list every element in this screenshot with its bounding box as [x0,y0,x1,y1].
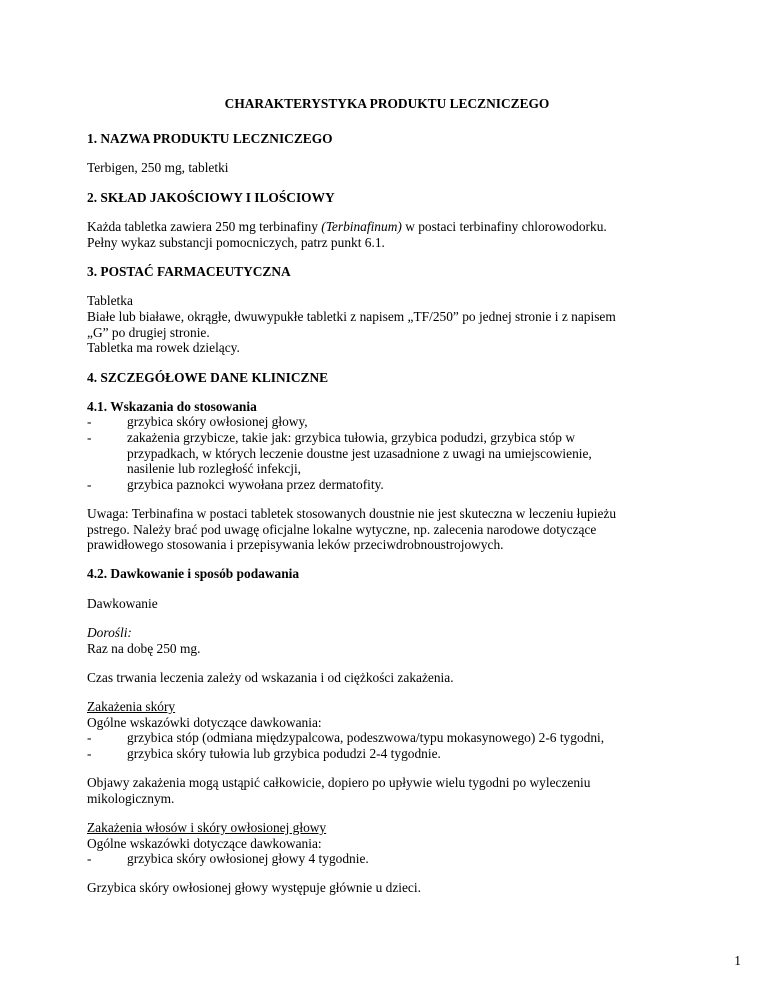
note-line-2: pstrego. Należy brać pod uwagę oficjalne lokalne wytyczne, np. zalecenia narodowe dotyczące [87,522,597,537]
indication-2c: nasilenie lub rozległość infekcji, [127,461,302,476]
composition-line-2: Pełny wykaz substancji pomocniczych, patrz punkt 6.1. [87,235,385,250]
section-4-heading: 4. SZCZEGÓŁOWE DANE KLINICZNE [87,370,329,385]
form-line-4: Tabletka ma rowek dzielący. [87,340,240,355]
composition-text-c: w postaci terbinafiny chlorowodorku. [401,219,607,234]
section-1-heading: 1. NAZWA PRODUKTU LECZNICZEGO [87,131,333,146]
skin-infections-heading: Zakażenia skóry [87,699,176,714]
indication-1: grzybica skóry owłosionej głowy, [127,414,308,429]
symptoms-line-1: Objawy zakażenia mogą ustąpić całkowicie, dopiero po upływie wielu tygodni po wyleczeniu [87,775,591,790]
adults-label: Dorośli: [87,625,132,640]
dash: - [87,746,92,761]
hair-general-guidance: Ogólne wskazówki dotyczące dawkowania: [87,836,322,851]
form-line-3: „G” po drugiej stronie. [87,325,210,340]
composition-text-a: Każda tabletka zawiera 250 mg terbinafiny [87,219,322,234]
dash: - [87,730,92,745]
note-line-3: prawidłowego stosowania i przepisywania leków przeciwdrobnoustrojowych. [87,537,504,552]
indication-2a: zakażenia grzybicze, takie jak: grzybica tułowia, grzybica podudzi, grzybica stóp w [127,430,576,445]
skin-general-guidance: Ogólne wskazówki dotyczące dawkowania: [87,715,322,730]
form-line-2: Białe lub białawe, okrągłe, dwuwypukłe tabletki z napisem „TF/250” po jednej stronie i z napisem [87,309,616,324]
adult-dose: Raz na dobę 250 mg. [87,641,201,656]
dash: - [87,851,92,866]
duration-text: Czas trwania leczenia zależy od wskazania i od ciężkości zakażenia. [87,670,454,685]
composition-line-1 [87,219,607,235]
section-4-1-heading: 4.1. Wskazania do stosowania [87,399,257,414]
hair-item-1: grzybica skóry owłosionej głowy 4 tygodnie. [127,851,369,866]
indication-2b: przypadkach, w których leczenie doustne jest uzasadnione z uwagi na umiejscowienie, [127,446,592,461]
section-4-2-heading: 4.2. Dawkowanie i sposób podawania [87,566,300,581]
symptoms-line-2: mikologicznym. [87,791,175,806]
skin-item-2: grzybica skóry tułowia lub grzybica podudzi 2-4 tygodnie. [127,746,441,761]
latin-name: (Terbinafinum) [321,219,402,234]
dash: - [87,477,92,492]
form-line-1: Tabletka [87,293,133,308]
dash: - [87,414,92,429]
section-2-heading: 2. SKŁAD JAKOŚCIOWY I ILOŚCIOWY [87,190,335,205]
page-number: 1 [734,953,741,968]
indication-3: grzybica paznokci wywołana przez dermatofity. [127,477,384,492]
product-name: Terbigen, 250 mg, tabletki [87,160,229,175]
children-note: Grzybica skóry owłosionej głowy występuje głównie u dzieci. [87,880,421,895]
dosage-label: Dawkowanie [87,596,158,611]
hair-infections-heading: Zakażenia włosów i skóry owłosionej głowy [87,820,327,835]
section-3-heading: 3. POSTAĆ FARMACEUTYCZNA [87,264,291,279]
skin-item-1: grzybica stóp (odmiana międzypalcowa, podeszwowa/typu mokasynowego) 2-6 tygodni, [127,730,605,745]
dash: - [87,430,92,445]
document-title: CHARAKTERYSTYKA PRODUKTU LECZNICZEGO [224,96,550,111]
note-line-1: Uwaga: Terbinafina w postaci tabletek stosowanych doustnie nie jest skuteczna w leczeniu łupieżu [87,506,617,521]
